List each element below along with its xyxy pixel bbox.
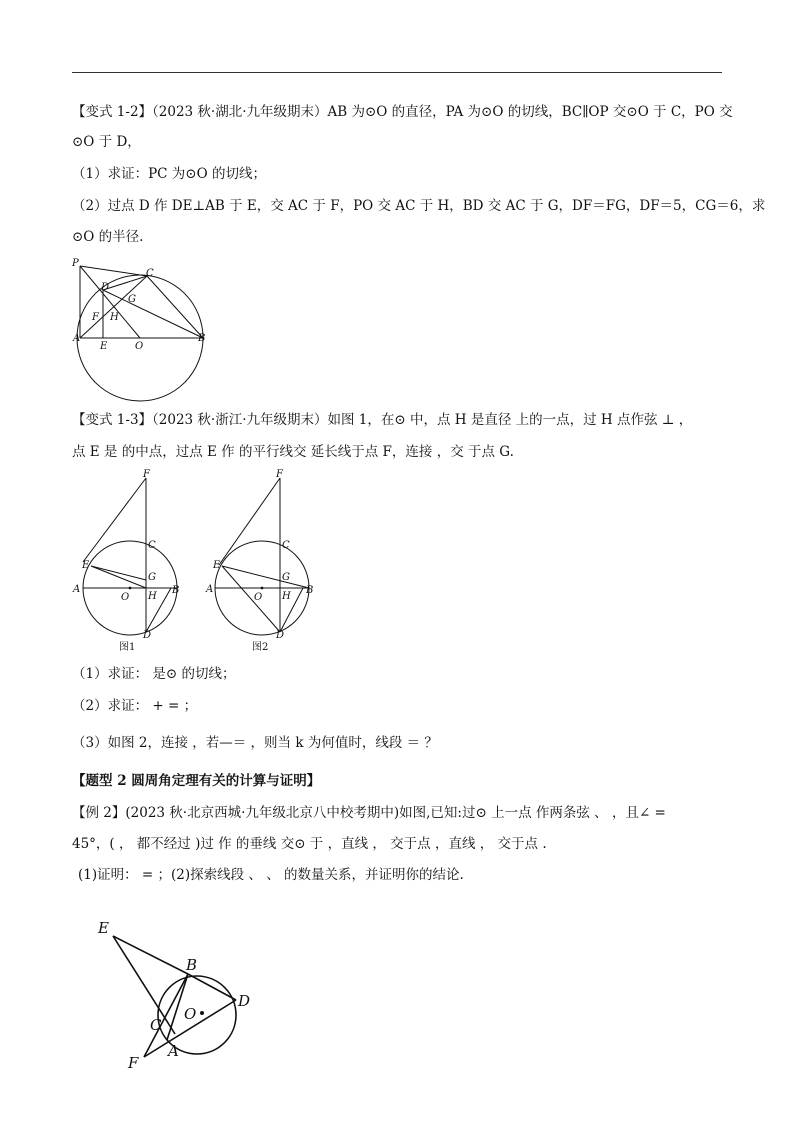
fig3-label-e: E	[98, 919, 109, 937]
problem-1-3-line-2: 点 E 是 的中点，过点 E 作 的平行线交 延长线于点 F，连接 ，交 于点 G.	[72, 444, 514, 460]
fig1-label-c: C	[146, 268, 154, 279]
fig2-label-c2: C	[282, 540, 290, 551]
fig2-label-h2: H	[282, 591, 291, 602]
fig3-label-b: B	[186, 956, 198, 974]
fig2-label-f1: F	[143, 469, 150, 480]
fig2-label-h1: H	[148, 591, 157, 602]
fig1-label-f: F	[92, 312, 99, 323]
fig2-label-g1: G	[148, 572, 156, 583]
problem-1-2-line-2: ⊙O 于 D，	[72, 134, 141, 150]
fig2-label-b1: B	[172, 585, 180, 596]
fig3-label-f: F	[128, 1054, 139, 1072]
problem-1-2-question-1: （1）求证：PC 为⊙O 的切线；	[72, 166, 266, 182]
fig1-label-g: G	[128, 294, 136, 305]
fig2-label-b2: B	[306, 585, 314, 596]
fig2-label-o1: O	[121, 592, 130, 603]
fig3-label-o: O	[184, 1005, 197, 1023]
fig1-label-p: P	[72, 258, 79, 269]
problem-1-2-question-2a: （2）过点 D 作 DE⊥AB 于 E，交 AC 于 F，PO 交 AC 于 H，BD 交 AC 于 G，DF＝FG，DF＝5，CG＝6，求	[72, 198, 766, 214]
fig3-label-d: D	[238, 992, 251, 1010]
fig2-label-c1: C	[148, 540, 156, 551]
fig3-label-c: C	[150, 1016, 162, 1034]
fig1-label-h: H	[110, 312, 119, 323]
fig2-label-g2: G	[282, 572, 290, 583]
fig2-label-e2: E	[213, 560, 221, 571]
example-2-line-2: 45°，( ， 都不经过 )过 作 的垂线 交⊙ 于 ，直线 ， 交于点 ，直线 ， 交于点 .	[72, 836, 547, 852]
section-heading: 【题型 2 圆周角定理有关的计算与证明】	[72, 773, 321, 789]
fig2-label-d1: D	[143, 630, 152, 641]
problem-1-3-question-2: （2）求证： + = ；	[72, 698, 198, 714]
problem-1-2-line-1: 【变式 1-2】（2023 秋·湖北·九年级期末）AB 为⊙O 的直径，PA 为⊙O 的切线，BC∥OP 交⊙O 于 C，PO 交	[72, 104, 733, 120]
fig1-label-b: B	[198, 333, 206, 344]
fig2-label-a1: A	[73, 584, 81, 595]
fig1-label-e: E	[100, 341, 108, 352]
fig2-caption-1: 图1	[119, 642, 136, 653]
problem-1-2-question-2b: ⊙O 的半径.	[72, 229, 144, 245]
fig1-label-a: A	[73, 333, 81, 344]
fig2-label-f2: F	[276, 469, 283, 480]
fig1-label-d: D	[101, 282, 110, 293]
fig2-label-e1: E	[82, 560, 90, 571]
fig2-caption-2: 图2	[252, 642, 269, 653]
fig3-label-a: A	[168, 1042, 179, 1060]
problem-1-3-question-3: （3）如图 2，连接 ，若—＝ ，则当 k 为何值时，线段 ＝ ？	[72, 735, 438, 751]
fig2-label-d2: D	[276, 630, 285, 641]
example-2-line-3: (1)证明： = ；(2)探索线段 、 、 的数量关系，并证明你的结论.	[78, 867, 464, 883]
problem-1-3-line-1: 【变式 1-3】（2023 秋·浙江·九年级期末）如图 1，在⊙ 中，点 H 是直径 上的一点，过 H 点作弦 ⊥ ，	[72, 412, 693, 428]
fig1-label-o: O	[135, 341, 144, 352]
problem-1-3-question-1: （1）求证： 是⊙ 的切线；	[72, 666, 236, 682]
example-2-line-1: 【例 2】(2023 秋·北京西城·九年级北京八中校考期中)如图,已知:过⊙ 上一点 作两条弦 、 ，且∠ =	[72, 805, 666, 821]
fig2-label-a2: A	[206, 584, 214, 595]
fig2-label-o2: O	[254, 592, 263, 603]
